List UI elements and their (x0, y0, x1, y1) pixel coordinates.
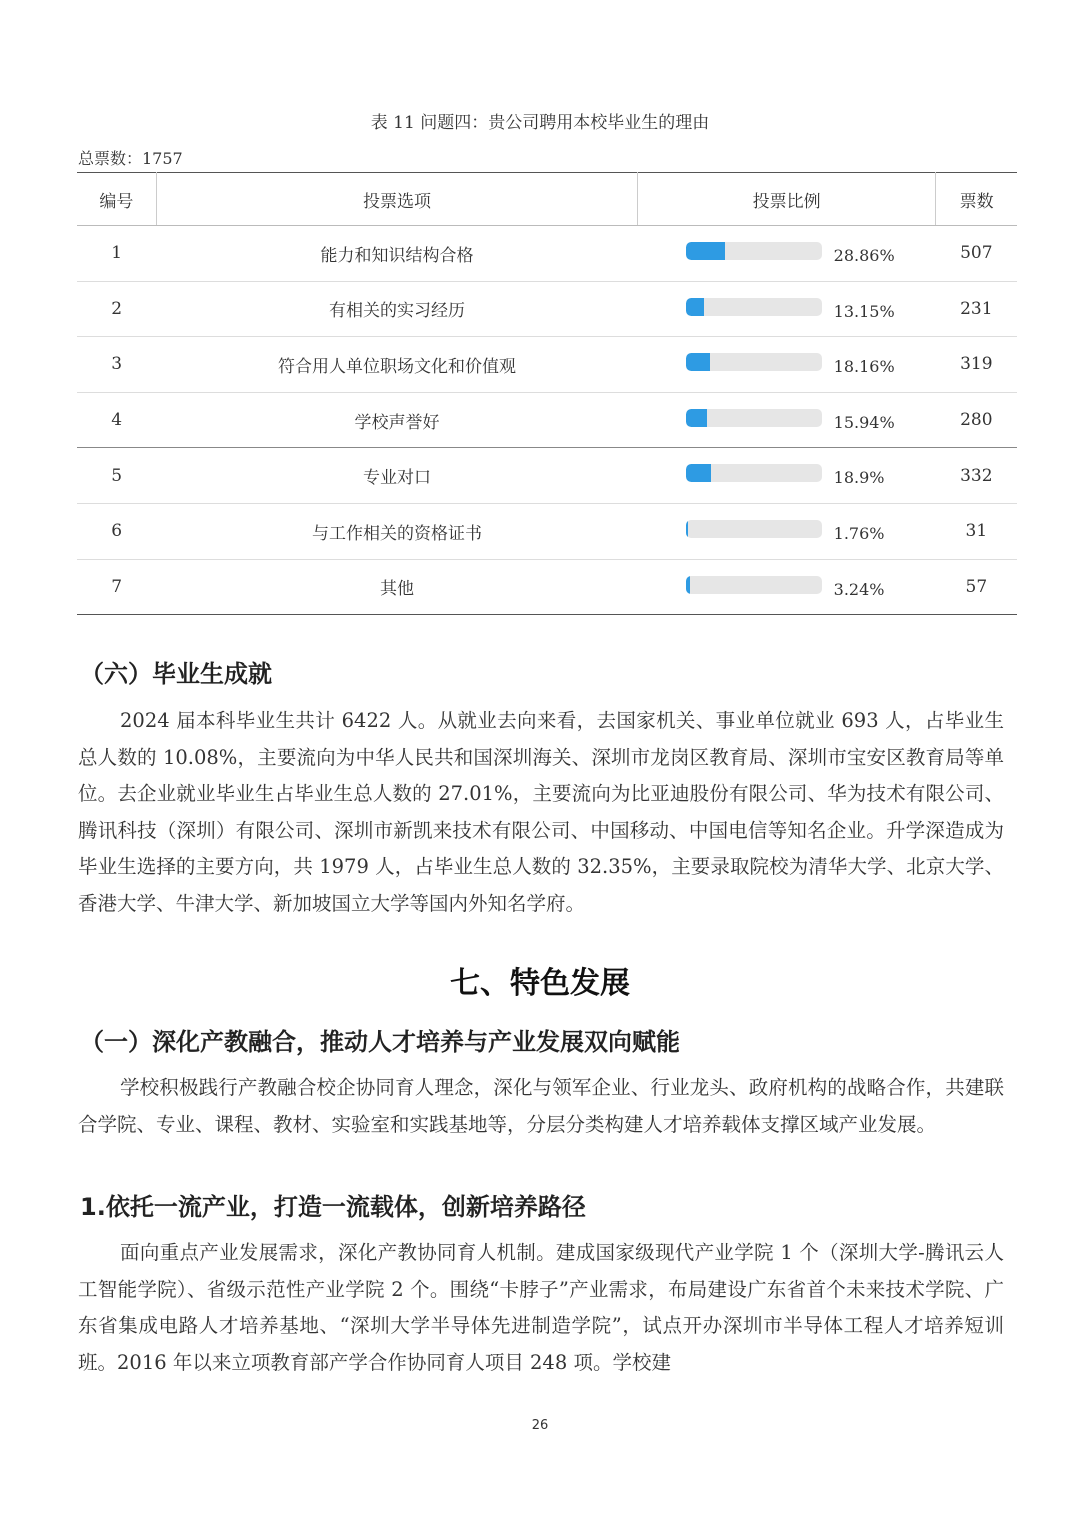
ratio-bar-fill (686, 242, 725, 260)
row-ratio (638, 337, 936, 393)
table-row (77, 392, 1017, 448)
row-ratio (638, 226, 936, 282)
header-votes: 票数 (936, 173, 1017, 226)
paragraph-achievements: 2024 届本科毕业生共计 6422 人。从就业去向来看，去国家机关、事业单位就业 693 人，占毕业生总人数的 10.08%，主要流向为中华人民共和国深圳海关、深圳市龙岗区教育局、深圳市宝安区教育局等单位。去企业就业毕业生占毕业生总人数的 27.01%，主要流向为比亚迪股份有限公司、华为技术有限公司、腾讯科技（深圳）有限公司、深圳市新凯来技术有限公司、中国移动、中国电信等知名企业。升学深造成为毕业生选择的主要方向，共 1979 人，占毕业生总人数的 32.35%，主要录取院校为清华大学、北京大学、香港大学、牛津大学、新加坡国立大学等国内外知名学府。 (78, 709, 1004, 915)
table-caption: 表 11 问题四：贵公司聘用本校毕业生的理由 (370, 113, 710, 133)
row-ratio (638, 448, 936, 504)
row-votes: 31 (965, 521, 988, 542)
row-ratio (638, 392, 936, 448)
ratio-bar-track (686, 520, 822, 538)
row-no: 2 (111, 298, 123, 319)
chapter-heading: 七、特色发展 (450, 966, 630, 1001)
paragraph-integration: 学校积极践行产教融合校企协同育人理念，深化与领军企业、行业龙头、政府机构的战略合作，共建联合学院、专业、课程、教材、实验室和实践基地等，分层分类构建人才培养载体支撑区域产业发展。 (78, 1076, 1004, 1136)
table-row (77, 503, 1017, 559)
table-row (77, 226, 1017, 282)
row-no: 7 (111, 576, 123, 597)
ratio-bar-track (686, 298, 822, 316)
ratio-percent: 18.16% (833, 357, 895, 377)
ratio-bar-track (686, 409, 822, 427)
ratio-bar-track (686, 242, 822, 260)
header-no: 编号 (77, 173, 156, 226)
row-votes: 57 (965, 576, 988, 597)
row-option: 符合用人单位职场文化和价值观 (277, 356, 516, 377)
ratio-bar-fill (686, 409, 708, 427)
row-no: 4 (111, 410, 123, 431)
item-heading-industry: 1.依托一流产业，打造一流载体，创新培养路径 (80, 1193, 586, 1221)
table-row (77, 559, 1017, 615)
table-row (77, 337, 1017, 393)
ratio-percent: 18.9% (833, 468, 885, 488)
table-row (77, 448, 1017, 504)
ratio-percent: 13.15% (833, 301, 895, 321)
ratio-bar-fill (686, 520, 688, 538)
row-option: 专业对口 (362, 468, 431, 489)
ratio-bar-track (686, 464, 822, 482)
row-option: 其他 (379, 579, 414, 600)
paragraph-industry: 面向重点产业发展需求，深化产教协同育人机制。建成国家级现代产业学院 1 个（深圳大学-腾讯云人工智能学院）、省级示范性产业学院 2 个。围绕“卡脖子”产业需求，布局建设广东省首个未来技术学院、广东省集成电路人才培养基地、“深圳大学半导体先进制造学院”，试点开办深圳市半导体工程人才培养短训班。2016 年以来立项教育部产学合作协同育人项目 248 项。学校建 (78, 1241, 1004, 1374)
ratio-bar-fill (686, 353, 711, 371)
ratio-bar-track (686, 353, 822, 371)
row-votes: 231 (960, 298, 993, 319)
row-option: 能力和知识结构合格 (320, 245, 474, 266)
ratio-bar-fill (686, 298, 704, 316)
row-votes: 332 (960, 465, 993, 486)
subsection-heading-integration: （一）深化产教融合，推动人才培养与产业发展双向赋能 (80, 1028, 680, 1056)
ratio-percent: 28.86% (833, 246, 895, 265)
ratio-bar-track (686, 576, 822, 594)
row-ratio (638, 503, 936, 559)
ratio-percent: 15.94% (833, 412, 895, 432)
ratio-percent: 3.24% (833, 579, 885, 599)
ratio-bar-fill (686, 464, 712, 482)
row-option: 有相关的实习经历 (328, 301, 465, 322)
row-votes: 280 (960, 410, 993, 431)
row-no: 3 (111, 354, 123, 375)
row-votes: 507 (960, 243, 993, 264)
table-header-row (77, 173, 1017, 226)
page-number: 26 (531, 1418, 549, 1433)
row-option: 与工作相关的资格证书 (311, 523, 482, 544)
ratio-percent: 1.76% (833, 523, 885, 543)
row-votes: 319 (960, 354, 993, 375)
row-no: 6 (111, 521, 123, 542)
row-ratio (638, 559, 936, 615)
ratio-bar-fill (686, 576, 690, 594)
row-option: 学校声誉好 (354, 412, 440, 433)
header-option: 投票选项 (156, 173, 637, 226)
header-ratio: 投票比例 (638, 173, 936, 226)
total-votes: 总票数：1757 (78, 149, 183, 168)
row-no: 1 (111, 243, 123, 264)
table-row (77, 281, 1017, 337)
vote-table (77, 172, 1017, 615)
section-heading-achievements: （六）毕业生成就 (80, 660, 272, 688)
row-no: 5 (111, 465, 123, 486)
row-ratio (638, 281, 936, 337)
